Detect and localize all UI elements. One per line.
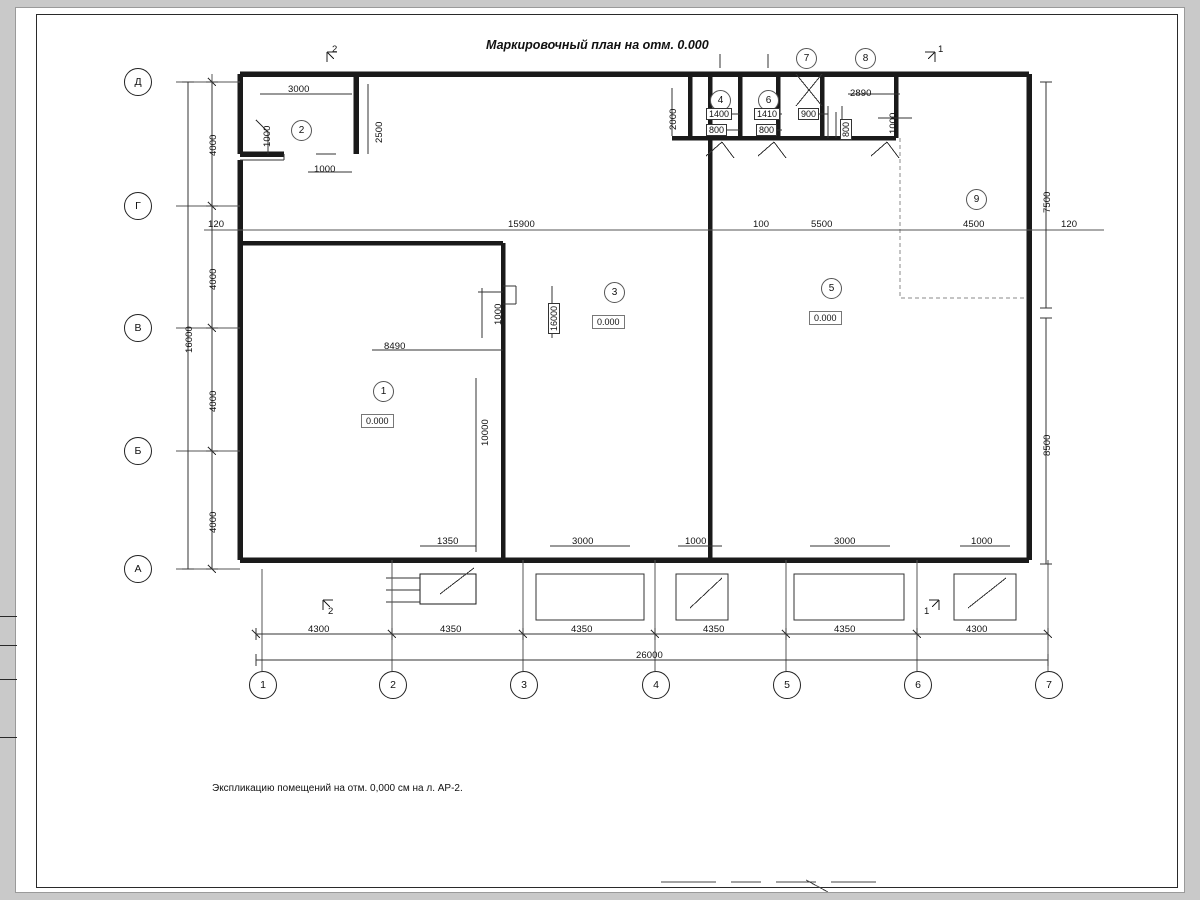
- dim-right-lower: 8500: [1042, 434, 1053, 456]
- dim-bottom-2: 4350: [440, 624, 462, 635]
- dim-top-left-opening: 1000: [262, 125, 273, 147]
- dim-bottom-opening-3000a: 3000: [572, 536, 594, 547]
- dim-top-opening-1000: 1000: [888, 112, 899, 134]
- section-mark-2-bottom[interactable]: 2: [328, 606, 334, 617]
- section-mark-1-bottom[interactable]: 1: [924, 606, 930, 617]
- dim-top-left-wall: 3000: [288, 84, 310, 95]
- dim-top-opening-1400: 1400: [706, 108, 732, 120]
- dim-bottom-opening-1000b: 1000: [971, 536, 993, 547]
- dim-left-2: 4000: [208, 268, 219, 290]
- room-number-2[interactable]: 2: [291, 120, 312, 141]
- dim-top-opening-2890: 2890: [850, 88, 872, 99]
- dim-left-3: 4000: [208, 390, 219, 412]
- room-number-4[interactable]: 4: [710, 90, 731, 111]
- section-mark-2-top[interactable]: 2: [332, 44, 338, 55]
- exploitation-note: Экспликацию помещений на отм. 0,000 см на л. АР-2.: [212, 783, 463, 794]
- stamp-divider: [0, 645, 17, 646]
- grid-bubble-letter-b[interactable]: Б: [124, 437, 152, 465]
- dim-wall-thickness-right: 120: [1061, 219, 1078, 230]
- grid-bubble-letter-d[interactable]: Д: [124, 68, 152, 96]
- dim-bottom-1: 4300: [308, 624, 330, 635]
- grid-bubble-number-3[interactable]: 3: [510, 671, 538, 699]
- grid-bubble-letter-g[interactable]: Г: [124, 192, 152, 220]
- dim-bottom-opening-1350: 1350: [437, 536, 459, 547]
- grid-bubble-number-6[interactable]: 6: [904, 671, 932, 699]
- room-number-1[interactable]: 1: [373, 381, 394, 402]
- stamp-divider: [0, 679, 17, 680]
- grid-bubble-number-1[interactable]: 1: [249, 671, 277, 699]
- drawing-sheet: [16, 8, 1184, 892]
- dim-axis-15900: 15900: [508, 219, 535, 230]
- dim-left-total: 16000: [184, 326, 195, 353]
- dim-top-opening-2000: 2000: [668, 108, 679, 130]
- floor-plan-vector: [16, 8, 1184, 892]
- dim-bottom-3: 4350: [571, 624, 593, 635]
- dim-wall-thickness-left: 120: [208, 219, 225, 230]
- dim-top-opening-800a: 800: [706, 124, 727, 136]
- dim-top-opening-800b: 800: [756, 124, 777, 136]
- sheet-side-stamp: [0, 616, 17, 738]
- room-number-5[interactable]: 5: [821, 278, 842, 299]
- dim-bottom-6: 4300: [966, 624, 988, 635]
- dim-bottom-opening-1000a: 1000: [685, 536, 707, 547]
- dim-bottom-total: 26000: [636, 650, 663, 661]
- dim-left-4: 4000: [208, 511, 219, 533]
- room-number-6[interactable]: 6: [758, 90, 779, 111]
- dim-top-left-opening2: 1000: [314, 164, 336, 175]
- dim-centre-16000: 16000: [548, 303, 560, 334]
- dim-top-opening-1410: 1410: [754, 108, 780, 120]
- section-mark-1-top[interactable]: 1: [938, 44, 944, 55]
- dim-left-1: 4000: [208, 134, 219, 156]
- dim-top-opening-800c: 800: [840, 119, 852, 140]
- dim-axis-5500: 5500: [811, 219, 833, 230]
- grid-bubble-number-7[interactable]: 7: [1035, 671, 1063, 699]
- grid-bubble-letter-a[interactable]: А: [124, 555, 152, 583]
- dim-top-opening-900: 900: [798, 108, 819, 120]
- grid-bubble-number-5[interactable]: 5: [773, 671, 801, 699]
- room-elevation-3: 0.000: [592, 315, 625, 329]
- room-number-8[interactable]: 8: [855, 48, 876, 69]
- dim-room1-depth: 10000: [480, 419, 491, 446]
- grid-bubble-number-4[interactable]: 4: [642, 671, 670, 699]
- dim-right-upper: 7500: [1042, 191, 1053, 213]
- dim-bottom-5: 4350: [834, 624, 856, 635]
- dim-axis-4500: 4500: [963, 219, 985, 230]
- dim-room1-inner: 1000: [493, 303, 504, 325]
- grid-bubble-number-2[interactable]: 2: [379, 671, 407, 699]
- grid-bubble-letter-v[interactable]: В: [124, 314, 152, 342]
- dim-bottom-opening-3000b: 3000: [834, 536, 856, 547]
- dim-top-left-vert: 2500: [374, 121, 385, 143]
- room-number-9[interactable]: 9: [966, 189, 987, 210]
- dim-bottom-4: 4350: [703, 624, 725, 635]
- dim-room1-width: 8490: [384, 341, 406, 352]
- dim-axis-100: 100: [753, 219, 770, 230]
- room-elevation-1: 0.000: [361, 414, 394, 428]
- room-elevation-5: 0.000: [809, 311, 842, 325]
- room-number-3[interactable]: 3: [604, 282, 625, 303]
- page-title: Маркировочный план на отм. 0.000: [486, 38, 709, 52]
- room-number-7[interactable]: 7: [796, 48, 817, 69]
